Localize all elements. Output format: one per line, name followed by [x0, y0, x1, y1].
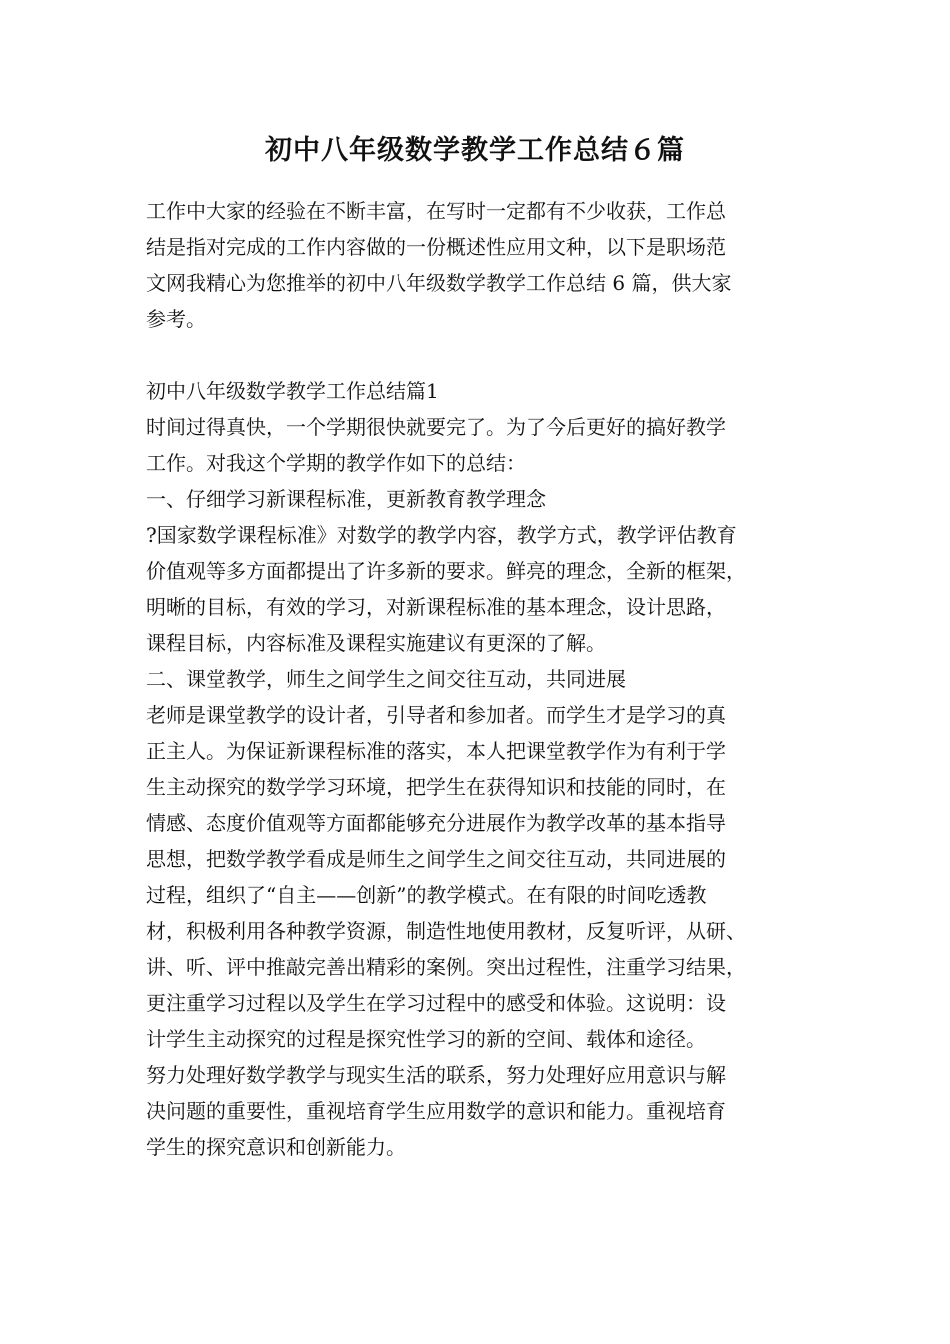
paragraph-line: 学生的探究意识和创新能力。	[146, 1135, 406, 1159]
paragraph-line: 结是指对完成的工作内容做的一份概述性应用文种，以下是职场范	[146, 235, 726, 259]
paragraph-line: 二、课堂教学，师生之间学生之间交往互动，共同进展	[146, 667, 626, 691]
paragraph-line: 老师是课堂教学的设计者，引导者和参加者。而学生才是学习的真	[146, 703, 726, 727]
paragraph-line: 明晰的目标，有效的学习，对新课程标准的基本理念，设计思路，	[146, 595, 726, 619]
paragraph-line: 材，积极利用各种教学资源，制造性地使用教材，反复听评，从研、	[146, 919, 746, 943]
paragraph-line: 参考。	[146, 307, 206, 331]
paragraph-line: ?国家数学课程标准》对数学的教学内容，教学方式，教学评估教育	[146, 523, 737, 547]
document-title: 初中八年级数学教学工作总结６篇	[265, 135, 685, 166]
paragraph-line: 工作。对我这个学期的教学作如下的总结：	[146, 451, 526, 475]
blank-line	[146, 337, 816, 373]
paragraph-line: 讲、听、评中推敲完善出精彩的案例。突出过程性，注重学习结果，	[146, 955, 746, 979]
paragraph-line: 工作中大家的经验在不断丰富，在写时一定都有不少收获，工作总	[146, 199, 726, 223]
paragraph-line: 努力处理好数学教学与现实生活的联系，努力处理好应用意识与解	[146, 1063, 726, 1087]
paragraph-line: 过程，组织了“自主——创新”的教学模式。在有限的时间吃透教	[146, 883, 707, 907]
paragraph-line: 文网我精心为您推举的初中八年级数学教学工作总结 6 篇，供大家	[146, 271, 732, 295]
paragraph-line: 决问题的重要性，重视培育学生应用数学的意识和能力。重视培育	[146, 1099, 726, 1123]
paragraph-line: 价值观等多方面都提出了许多新的要求。鲜亮的理念，全新的框架，	[146, 559, 746, 583]
paragraph-line: 正主人。为保证新课程标准的落实，本人把课堂教学作为有利于学	[146, 739, 726, 763]
paragraph-line: 时间过得真快，一个学期很快就要完了。为了今后更好的搞好教学	[146, 415, 726, 439]
paragraph-line: 思想，把数学教学看成是师生之间学生之间交往互动，共同进展的	[146, 847, 726, 871]
paragraph-line: 情感、态度价值观等方面都能够充分进展作为教学改革的基本指导	[146, 811, 726, 835]
paragraph-line: 一、仔细学习新课程标准，更新教育教学理念	[146, 487, 546, 511]
document-body	[146, 193, 816, 1165]
paragraph-line: 计学生主动探究的过程是探究性学习的新的空间、载体和途径。	[146, 1027, 706, 1051]
paragraph-line: 更注重学习过程以及学生在学习过程中的感受和体验。这说明：设	[146, 991, 726, 1015]
paragraph-line: 初中八年级数学教学工作总结篇1	[146, 379, 439, 403]
paragraph-line: 生主动探究的数学学习环境，把学生在获得知识和技能的同时，在	[146, 775, 726, 799]
paragraph-line: 课程目标，内容标准及课程实施建议有更深的了解。	[146, 631, 606, 655]
